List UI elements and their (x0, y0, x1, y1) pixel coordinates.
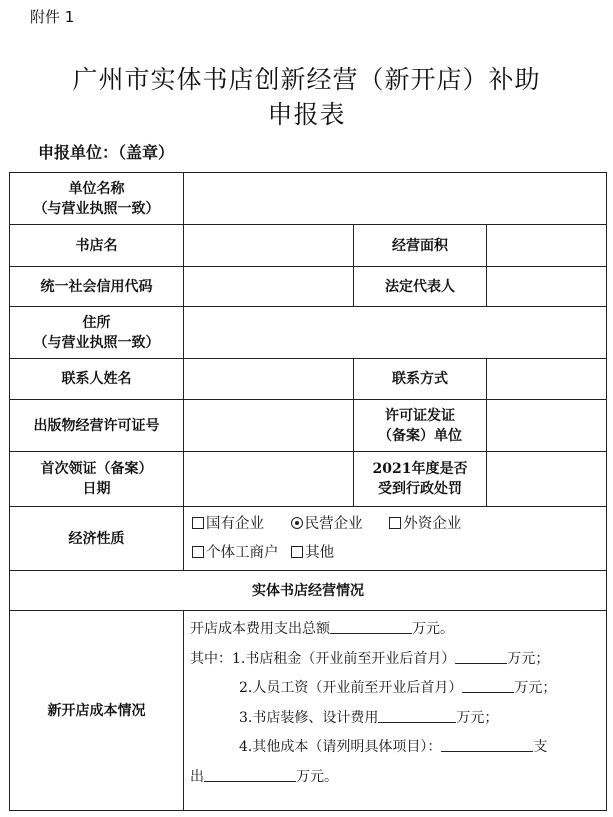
contact-name-field[interactable] (184, 359, 354, 400)
store-name-label: 书店名 (10, 225, 184, 267)
store-name-field[interactable] (184, 225, 354, 267)
econ-nature-label: 经济性质 (10, 507, 184, 571)
legal-rep-field[interactable] (487, 267, 607, 307)
form-title (0, 62, 613, 132)
operating-area-field[interactable] (487, 225, 607, 267)
option-foreign[interactable]: 外资企业 (389, 516, 461, 532)
penalty-field[interactable] (487, 452, 607, 507)
first-date-field[interactable] (184, 452, 354, 507)
econ-nature-options (184, 507, 607, 571)
cost-label: 新开店成本情况 (10, 611, 184, 811)
checkbox-icon[interactable] (192, 517, 204, 529)
unit-name-label: 单位名称 （与营业执照一致） (10, 173, 184, 225)
license-no-label: 出版物经营许可证号 (10, 400, 184, 452)
cost-details: 开店成本费用支出总额 万元。 其中：1.书店租金（开业前至开业后首月） 万元； 2.人员工资（开业前至开业后首月） 万元； 3.书店装修、设计费用 万元； 4.其他成本（请列明具体项目）： 支 出 万元。 (184, 611, 607, 811)
option-private[interactable]: 民营企业 (291, 516, 363, 532)
address-label: 住所 （与营业执照一致） (10, 307, 184, 359)
checkbox-icon[interactable] (192, 546, 204, 558)
license-issuer-label: 许可证发证 （备案）单位 (354, 400, 487, 452)
license-no-field[interactable] (184, 400, 354, 452)
table-row (10, 571, 607, 611)
rent-blank[interactable] (455, 649, 507, 664)
license-issuer-field[interactable] (487, 400, 607, 452)
credit-code-label: 统一社会信用代码 (10, 267, 184, 307)
option-other[interactable]: 其他 (291, 545, 334, 561)
decoration-blank[interactable] (378, 708, 456, 723)
checkbox-icon[interactable] (389, 517, 401, 529)
penalty-label: 2021年度是否 受到行政处罚 (354, 452, 487, 507)
table-row (10, 267, 607, 307)
option-individual[interactable]: 个体工商户 (192, 545, 279, 561)
legal-rep-label: 法定代表人 (354, 267, 487, 307)
first-date-label: 首次领证（备案） 日期 (10, 452, 184, 507)
operating-area-label: 经营面积 (354, 225, 487, 267)
application-form-table (9, 172, 607, 811)
checkbox-icon[interactable] (291, 546, 303, 558)
table-row (10, 359, 607, 400)
table-row (10, 307, 607, 359)
section-title: 实体书店经营情况 (10, 571, 607, 611)
unit-name-field[interactable] (184, 173, 607, 225)
table-row (10, 400, 607, 452)
attachment-label: 附件 1 (30, 8, 75, 26)
other-cost-blank[interactable] (441, 737, 533, 752)
option-state-owned[interactable]: 国有企业 (192, 516, 264, 532)
title-line-2: 申报表 (267, 100, 346, 129)
table-row (10, 225, 607, 267)
salary-blank[interactable] (462, 678, 514, 693)
table-row (10, 611, 607, 811)
applicant-unit-label: 申报单位：（盖章） (38, 143, 175, 162)
other-cost-amount-blank[interactable] (204, 767, 296, 782)
contact-method-label: 联系方式 (354, 359, 487, 400)
title-line-1: 广州市实体书店创新经营（新开店）补助 (72, 65, 541, 94)
table-row (10, 507, 607, 571)
credit-code-field[interactable] (184, 267, 354, 307)
total-cost-blank[interactable] (330, 619, 412, 634)
table-row (10, 452, 607, 507)
checked-radio-icon[interactable] (291, 517, 303, 529)
table-row (10, 173, 607, 225)
address-field[interactable] (184, 307, 607, 359)
contact-name-label: 联系人姓名 (10, 359, 184, 400)
contact-method-field[interactable] (487, 359, 607, 400)
